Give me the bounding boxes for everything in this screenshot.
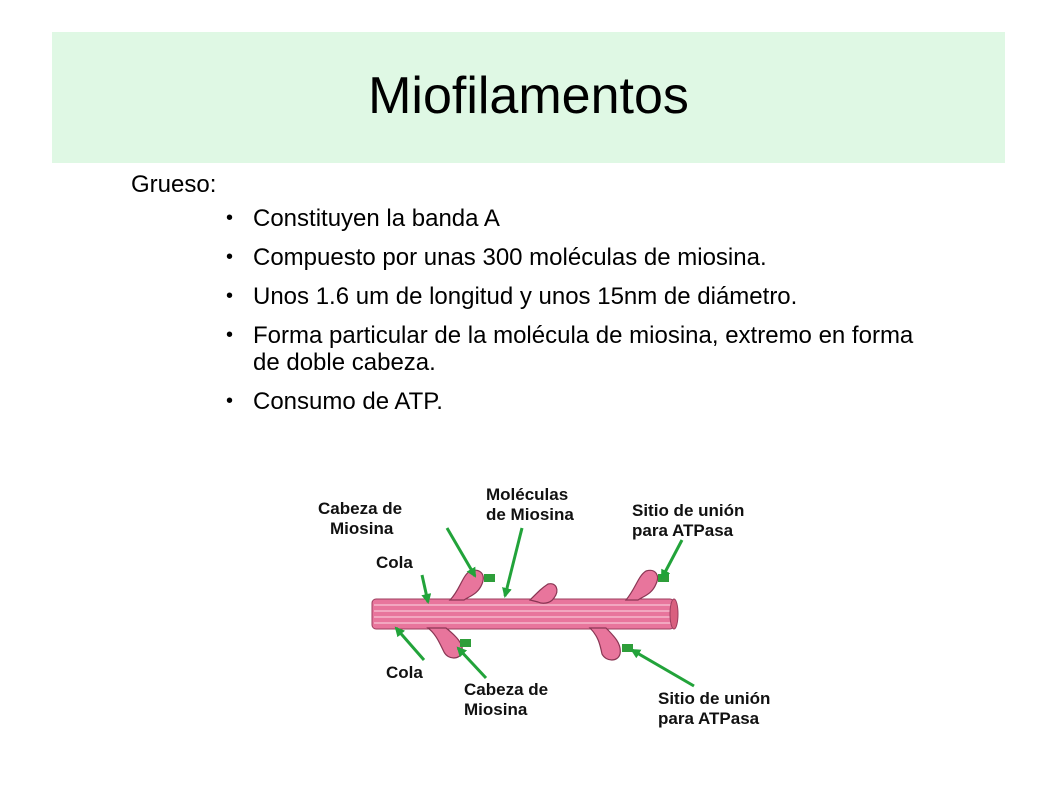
arrow-icon [662,540,682,578]
filament-body [372,599,678,629]
bullet-item [226,244,926,271]
bullet-item [226,283,926,310]
arrow-icon [396,628,424,660]
slide-title: Miofilamentos [368,67,689,125]
subhead-grueso: Grueso: [131,171,217,198]
atpase-site [460,639,471,647]
bullet-item [226,388,926,415]
label-cola-bottom: Cola [386,663,423,682]
arrow-icon [632,650,694,686]
atpase-site [484,574,495,582]
label-sitio-top-1: Sitio de unión [632,501,745,520]
bullet-text: Consumo de ATP. [253,388,443,415]
label-cabeza-bottom-1: Cabeza de [464,680,549,699]
bullet-icon: • [226,207,234,229]
bullet-list [226,205,926,427]
atpase-site [622,644,633,652]
arrow-icon [422,575,428,602]
bullet-text: Unos 1.6 um de longitud y unos 15nm de diámetro. [253,283,798,310]
label-sitio-bottom-1: Sitio de unión [658,689,771,708]
bullet-text: Constituyen la banda A [253,205,500,232]
arrow-icon [447,528,475,576]
label-cabeza-top-2: Miosina [330,519,394,538]
bullet-text: Compuesto por unas 300 moléculas de miosina. [253,244,767,271]
bullet-icon: • [226,285,234,307]
arrow-icon [505,528,522,596]
bullet-item [226,205,926,232]
label-cabeza-bottom-2: Miosina [464,700,528,719]
myosin-head [450,570,483,600]
myosin-head [590,628,620,660]
bullet-icon: • [226,390,234,412]
thick-filament-diagram [310,478,810,728]
label-cola-top: Cola [376,553,413,572]
label-sitio-top-2: para ATPasa [632,521,734,540]
label-sitio-bottom-2: para ATPasa [658,709,760,728]
arrow-icon [458,648,486,678]
myosin-head [626,570,658,600]
bullet-icon: • [226,324,234,346]
bullet-icon: • [226,246,234,268]
myosin-head [428,628,462,658]
thick-filament-figure [310,478,810,728]
label-cabeza-top-1: Cabeza de [318,499,403,518]
bullet-item [226,322,926,376]
label-moleculas-2: de Miosina [486,505,574,524]
myosin-head [530,584,557,604]
bullet-text: Forma particular de la molécula de miosina, extremo en forma de doble cabeza. [253,322,914,376]
label-moleculas-1: Moléculas [486,485,569,504]
